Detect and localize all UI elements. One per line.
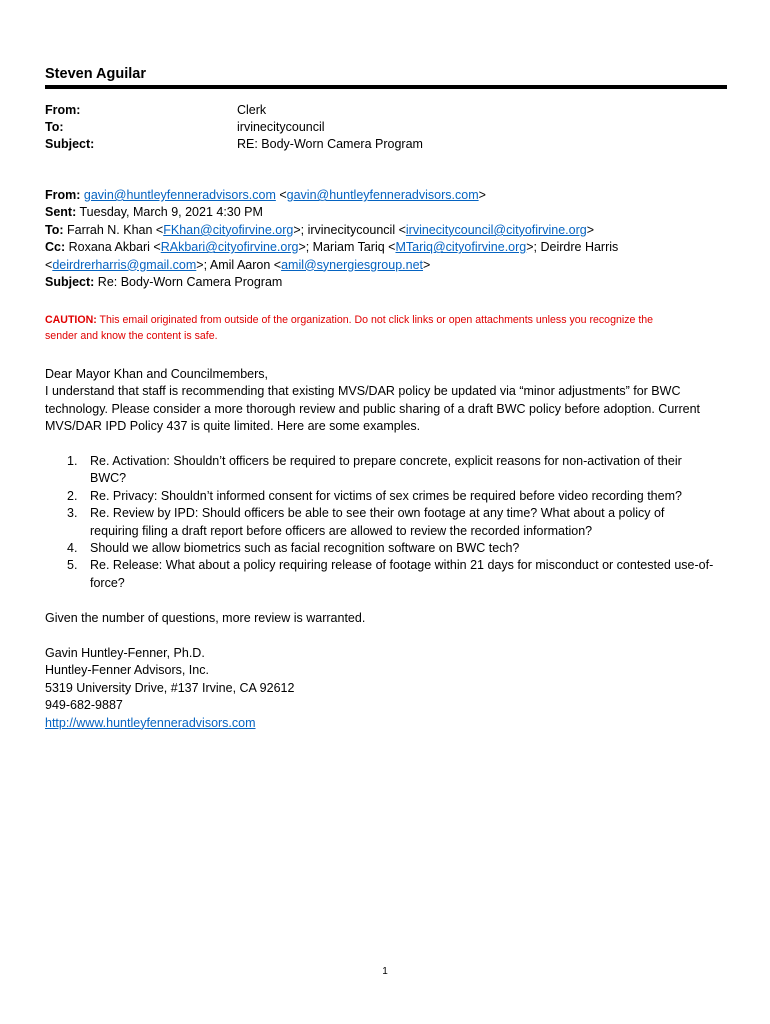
list-item xyxy=(45,540,725,557)
list-item-text-cont: force? xyxy=(90,575,125,590)
greeting: Dear Mayor Khan and Councilmembers, xyxy=(45,367,269,381)
list-item xyxy=(45,505,725,540)
orig-sent-line xyxy=(45,204,727,221)
signature-phone: 949-682-9887 xyxy=(45,698,123,713)
orig-to-text-3: > xyxy=(586,222,595,237)
signature-name: Gavin Huntley-Fenner, Ph.D. xyxy=(45,646,205,660)
orig-cc-label: Cc: xyxy=(45,240,66,255)
signature-company: Huntley-Fenner Advisors, Inc. xyxy=(45,663,209,678)
orig-to-email-link-1[interactable]: FKhan@cityofirvine.org xyxy=(163,222,294,237)
examples-list xyxy=(45,453,725,592)
list-item-number: 5. xyxy=(67,558,78,573)
list-item-number: 4. xyxy=(67,541,78,556)
orig-to-email-link-2[interactable]: irvinecitycouncil@cityofirvine.org xyxy=(405,222,587,237)
orig-subject-value: Re: Body-Worn Camera Program xyxy=(94,275,283,290)
orig-from-label: From: xyxy=(45,188,81,202)
list-item-text: Re. Release: What about a policy requiring release of footage within 21 days for misconduct or contested use-of- xyxy=(90,558,714,573)
conclusion: Given the number of questions, more review is warranted. xyxy=(45,611,366,625)
header-from-label: From: xyxy=(45,103,81,117)
list-item-text-cont: BWC? xyxy=(90,471,127,486)
orig-to-line xyxy=(45,222,727,239)
orig-subject-label: Subject: xyxy=(45,275,95,290)
sender-name: Steven Aguilar xyxy=(45,66,146,82)
orig-sent-value: Tuesday, March 9, 2021 4:30 PM xyxy=(76,205,263,220)
original-message-header xyxy=(45,187,727,291)
orig-subject-line xyxy=(45,274,727,291)
orig-cc-email-link-2[interactable]: MTariq@cityofirvine.org xyxy=(395,240,527,255)
caution-text-line-1: This email originated from outside of the organization. Do not click links or open attachments unless you recognize the xyxy=(96,314,654,326)
orig-cc-email-link-4[interactable]: amil@synergiesgroup.net xyxy=(281,257,424,272)
list-item-text: Should we allow biometrics such as facial recognition software on BWC tech? xyxy=(90,541,520,556)
orig-cc-text-3: >; Deirdre Harris xyxy=(526,240,619,255)
header-divider xyxy=(45,85,727,89)
list-item-text: Re. Activation: Shouldn’t officers be required to prepare concrete, explicit reasons for non-activation of their xyxy=(90,454,682,468)
list-item xyxy=(45,453,725,488)
orig-cc-line xyxy=(45,239,727,256)
list-item-number: 1. xyxy=(67,454,78,468)
orig-sent-label: Sent: xyxy=(45,205,77,220)
orig-cc-text-2: >; Mariam Tariq < xyxy=(298,240,396,255)
list-item-number: 2. xyxy=(67,488,78,503)
intro-line-1: I understand that staff is recommending that existing MVS/DAR policy be updated via “minor adjustments” for BWC xyxy=(45,384,681,399)
header-to-label: To: xyxy=(45,120,64,134)
orig-cc-text-6: > xyxy=(423,257,431,272)
caution-text-line-2: sender and know the content is safe. xyxy=(45,329,218,342)
orig-from-email-link-2[interactable]: gavin@huntleyfenneradvisors.com xyxy=(286,188,479,202)
list-item-text-cont: requiring filing a draft report before officers are allowed to review the recorded information? xyxy=(90,523,593,538)
message-body xyxy=(45,366,725,436)
orig-to-text-2: >; irvinecitycouncil < xyxy=(293,222,406,237)
orig-to-label: To: xyxy=(45,222,64,237)
orig-cc-line-2 xyxy=(45,257,727,274)
list-item xyxy=(45,488,725,505)
intro-line-3: MVS/DAR IPD Policy 437 is quite limited. Here are some examples. xyxy=(45,419,421,434)
header-from-value: Clerk xyxy=(237,103,267,117)
orig-cc-text-5: >; Amil Aaron < xyxy=(196,257,282,272)
page-number: 1 xyxy=(382,966,388,977)
orig-from-line xyxy=(45,187,727,204)
header-to-value: irvinecitycouncil xyxy=(237,120,325,134)
orig-from-email-link[interactable]: gavin@huntleyfenneradvisors.com xyxy=(83,188,276,202)
list-item-text: Re. Privacy: Shouldn’t informed consent for victims of sex crimes be required before video recording them? xyxy=(90,488,682,503)
list-item xyxy=(45,557,725,592)
orig-to-text: Farrah N. Khan < xyxy=(63,222,164,237)
intro-line-2: technology. Please consider a more thorough review and public sharing of a draft BWC policy before adoption. Current xyxy=(45,401,700,416)
orig-cc-text: Roxana Akbari < xyxy=(65,240,161,255)
orig-cc-email-link-1[interactable]: RAkbari@cityofirvine.org xyxy=(160,240,299,255)
header-subject-value: RE: Body-Worn Camera Program xyxy=(237,137,423,151)
orig-cc-text-4: < xyxy=(45,257,53,272)
signature-website-link[interactable]: http://www.huntleyfenneradvisors.com xyxy=(45,715,256,730)
signature-block xyxy=(45,645,725,732)
orig-from-text-end: > xyxy=(478,188,486,202)
orig-from-text: < xyxy=(275,188,287,202)
signature-address: 5319 University Drive, #137 Irvine, CA 92612 xyxy=(45,680,295,695)
caution-banner xyxy=(45,313,725,344)
orig-cc-email-link-3[interactable]: deirdrerharris@gmail.com xyxy=(52,257,197,272)
list-item-number: 3. xyxy=(67,506,78,521)
caution-label: CAUTION: xyxy=(45,314,97,326)
list-item-text: Re. Review by IPD: Should officers be able to see their own footage at any time? What about a policy of xyxy=(90,506,665,521)
header-subject-label: Subject: xyxy=(45,137,95,151)
